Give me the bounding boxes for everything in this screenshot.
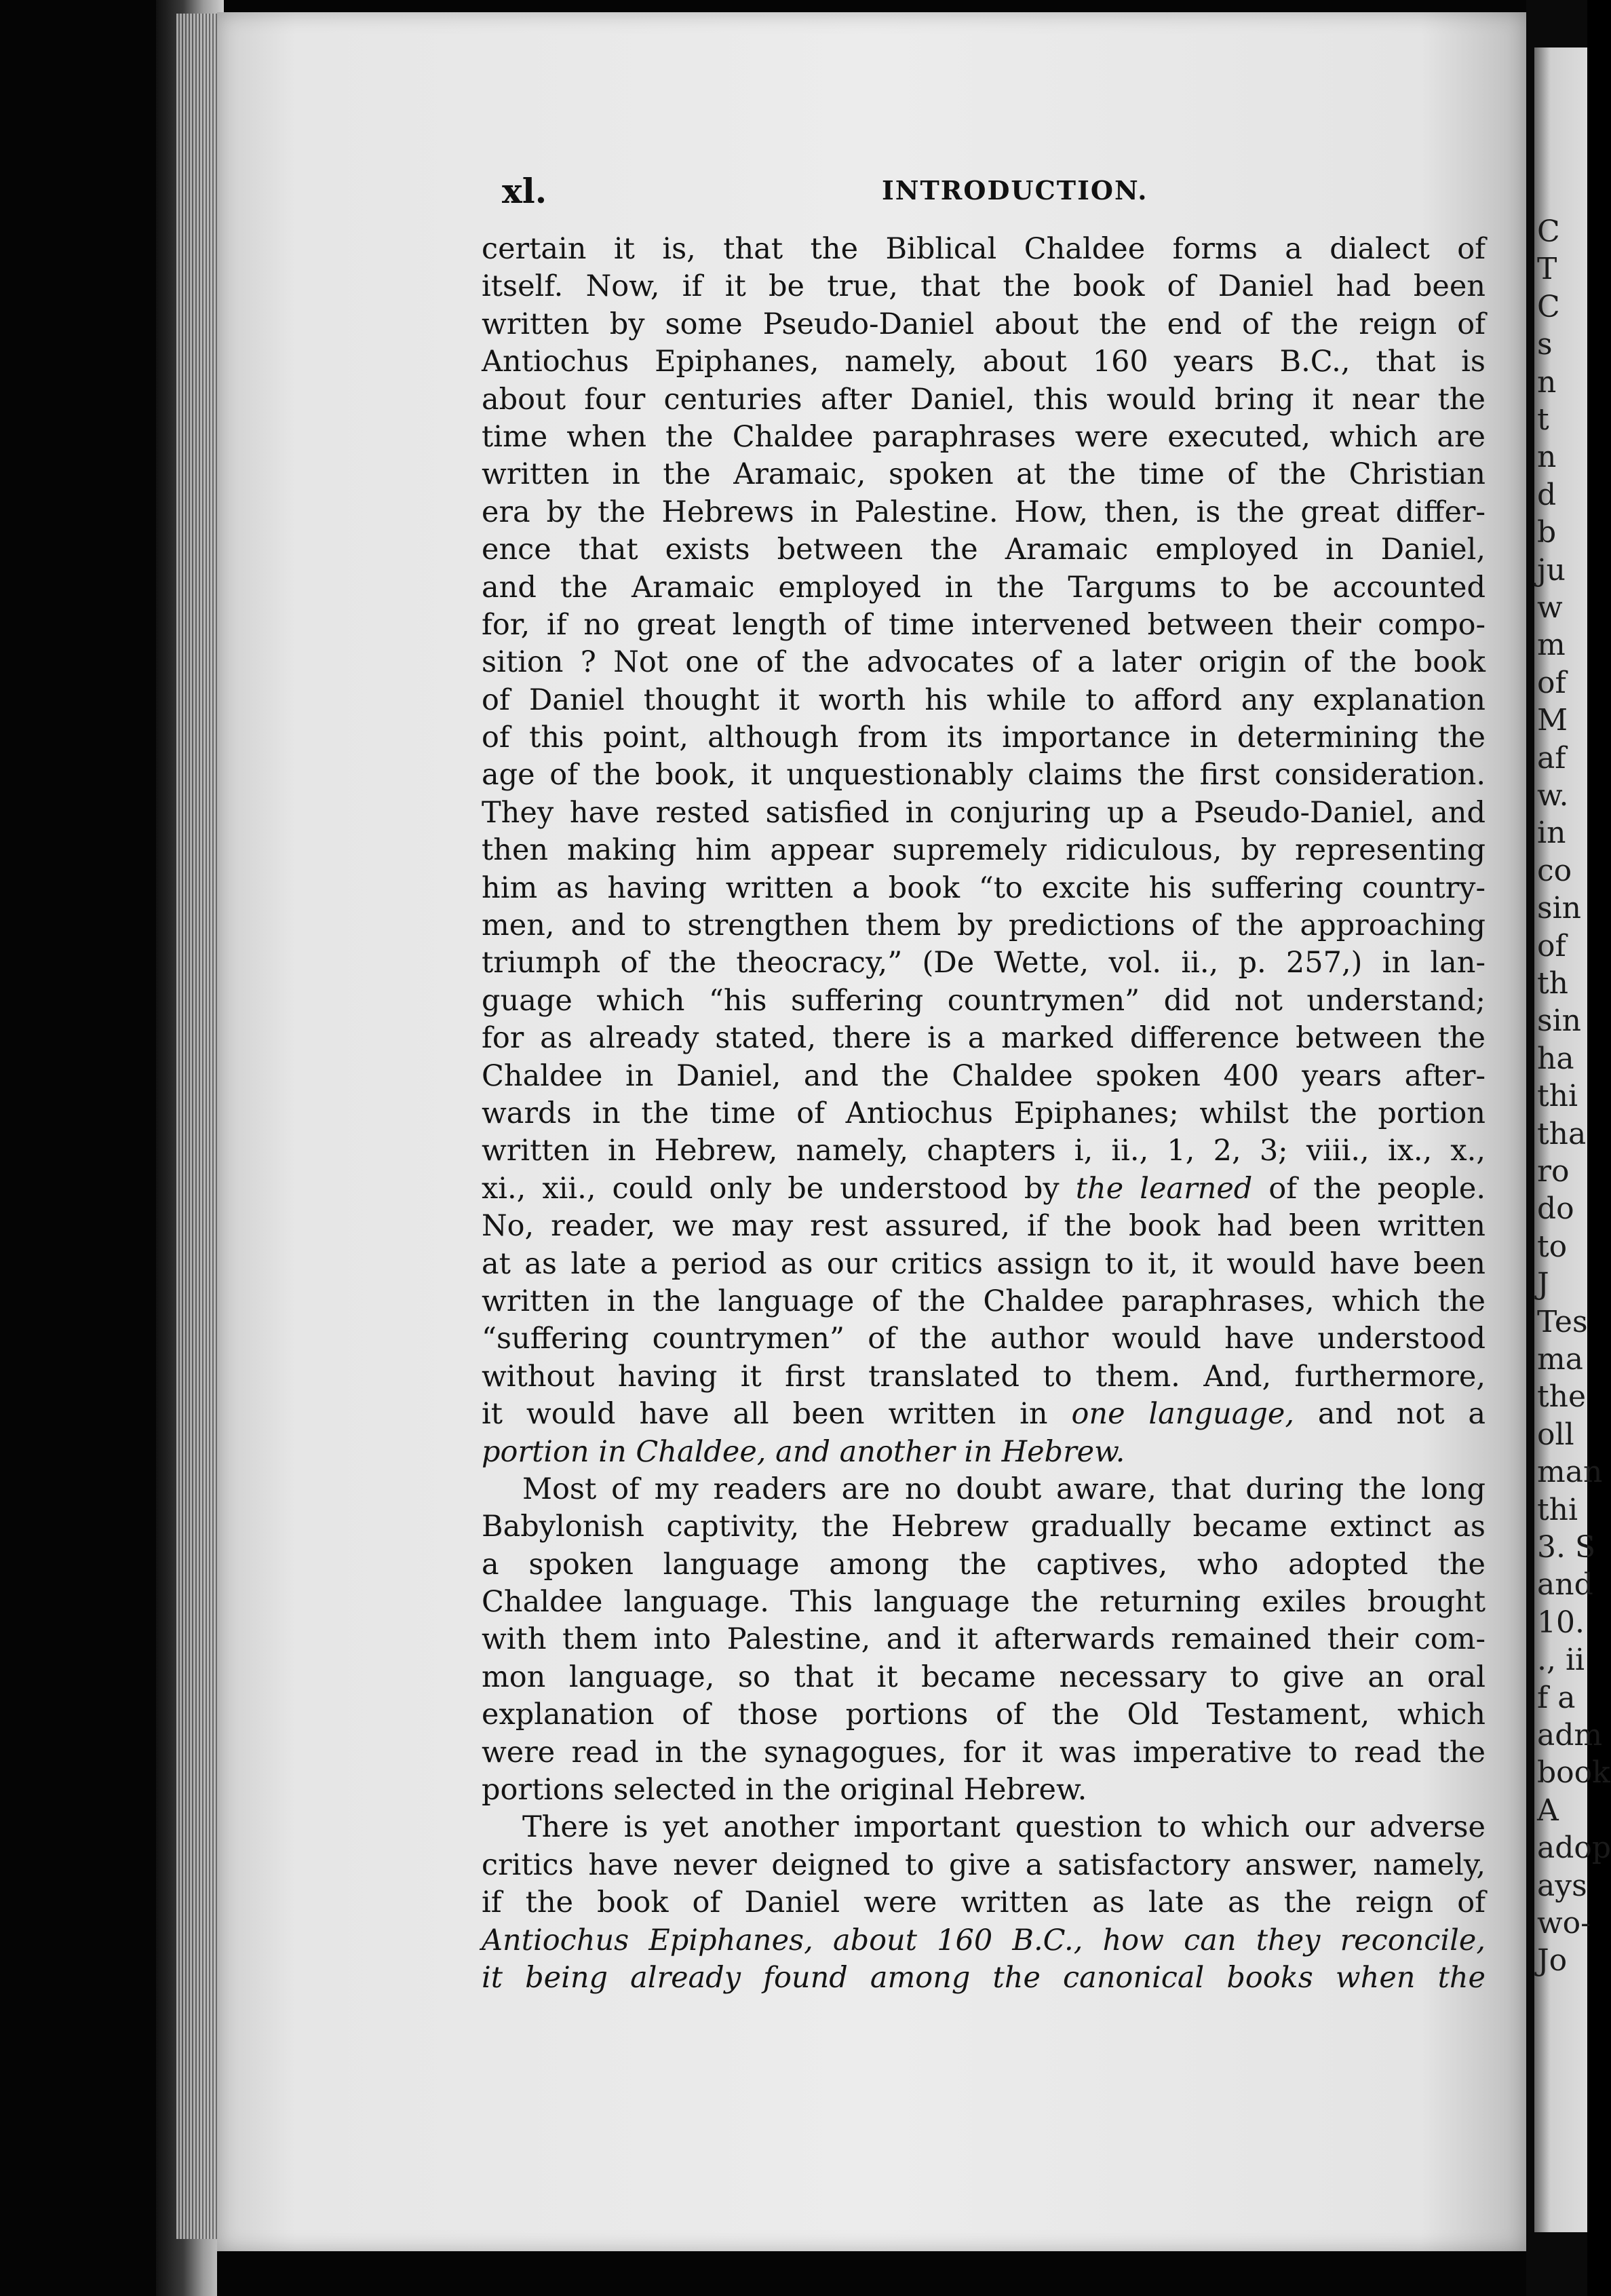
text-run: triumph of the theocracy,” (De Wette, vol. ii., p. 257,) in lan- [482,946,1486,980]
bottom-shadow [217,2251,1526,2296]
text-run: men, and to strengthen them by predictions of the approaching [482,908,1486,943]
text-line [482,982,1486,1020]
text-line [482,1734,1486,1772]
text-run: They have rested satisfied in conjuring up a Pseudo-Daniel, and [482,795,1486,830]
adjacent-page-letter: af [1537,740,1566,776]
adjacent-page-letter: 10. [1537,1605,1585,1640]
text-line [482,381,1486,419]
text-run: at as late a period as our critics assign to it, it would have been [482,1246,1486,1281]
text-line [482,870,1486,907]
text-line [482,682,1486,719]
adjacent-page-letter: t [1537,402,1549,437]
text-line [482,607,1486,644]
text-line [482,1358,1486,1396]
adjacent-page-letter: to [1537,1229,1568,1264]
text-line [482,306,1486,343]
adjacent-page-letter: man [1537,1455,1603,1490]
text-line [482,1884,1486,1921]
text-run: of the people. [1252,1171,1486,1206]
text-run: guage which “his suffering countrymen” did not understand; [482,983,1486,1018]
text-line [482,494,1486,531]
text-line [482,1508,1486,1546]
text-line [482,1095,1486,1132]
adjacent-page-letter: tha [1537,1116,1587,1151]
text-run: Chaldee language. This language the returning exiles brought [482,1585,1486,1620]
adjacent-page-letter: Jo [1537,1943,1568,1978]
text-line [482,531,1486,569]
body-text [482,231,1486,1997]
text-line [482,419,1486,456]
adjacent-page-letter: ., ii [1537,1643,1585,1678]
text-run: certain it is, that the Biblical Chaldee forms a dialect of [482,232,1486,266]
text-run: “suffering countrymen” of the author would have understood [482,1322,1486,1356]
italic-text-run: one language, [1071,1397,1294,1432]
text-run: written by some Pseudo-Daniel about the end of the reign of [482,307,1486,341]
text-run: of this point, although from its importance in determining the [482,721,1486,755]
adjacent-page-letter: C [1537,289,1560,324]
adjacent-page-letter: of [1537,665,1566,700]
text-line [482,268,1486,305]
adjacent-page-letter: f a [1537,1680,1576,1715]
adjacent-page-letter: m [1537,628,1566,663]
adjacent-page-fragment [1534,47,1611,2232]
page-number: xl. [502,171,547,211]
text-run: him as having written a book “to excite his suffering country- [482,870,1486,905]
text-line [482,1959,1486,1997]
adjacent-page-letter: J [1537,1267,1549,1302]
adjacent-page-letter: 3. S [1537,1530,1596,1565]
adjacent-page-letter: and [1537,1567,1593,1603]
text-run: without having it first translated to them. And, furthermore, [482,1359,1486,1394]
italic-text-run: portion in Chaldee, and another in Hebrew. [482,1434,1125,1469]
adjacent-page-letter: thi [1537,1079,1578,1114]
text-line [482,231,1486,268]
text-run: written in Hebrew, namely, chapters i, ii., 1, 2, 3; viii., ix., x., [482,1134,1486,1168]
text-run: with them into Palestine, and it afterwards remained their com- [482,1622,1486,1657]
text-run: xi., xii., could only be understood by [482,1171,1076,1206]
text-run: ence that exists between the Aramaic employed in Daniel, [482,533,1486,567]
text-run: and the Aramaic employed in the Targums to be accounted [482,570,1486,605]
text-line [482,1696,1486,1734]
text-run: for as already stated, there is a marked difference between the [482,1021,1486,1056]
adjacent-page-letter: ha [1537,1041,1574,1076]
adjacent-page-letter: ays [1537,1868,1587,1903]
text-run: about four centuries after Daniel, this would bring it near the [482,382,1486,417]
text-line [482,569,1486,607]
text-line [482,1170,1486,1208]
text-run: Antiochus Epiphanes, namely, about 160 years B.C., that is [482,345,1486,379]
adjacent-page-letter: b [1537,515,1557,550]
text-line [482,757,1486,794]
text-run: explanation of those portions of the Old Testament, which [482,1698,1486,1732]
text-run: were read in the synagogues, for it was imperative to read the [482,1735,1486,1769]
text-line [482,907,1486,944]
adjacent-page-letter: th [1537,966,1569,1001]
adjacent-page-letter: adop [1537,1831,1611,1866]
text-run: it would have all been written in [482,1397,1072,1432]
adjacent-page-letter: in [1537,816,1566,851]
adjacent-page-letter: adm [1537,1718,1603,1753]
text-line [482,1922,1486,1959]
text-line [482,1283,1486,1320]
text-run: wards in the time of Antiochus Epiphanes; whilst the portion [482,1096,1486,1130]
adjacent-page-letter: ju [1537,552,1566,588]
adjacent-page-letter: ma [1537,1342,1583,1377]
adjacent-page-letter: d [1537,477,1557,512]
text-line [482,1058,1486,1095]
text-run: for, if no great length of time intervened between their compo- [482,607,1486,642]
text-run: written in the Aramaic, spoken at the time of the Christian [482,457,1486,492]
text-run: mon language, so that it became necessary to give an oral [482,1660,1486,1694]
adjacent-page-letter: n [1537,440,1557,475]
text-line [482,1809,1486,1846]
text-line [482,1621,1486,1658]
adjacent-page-letter: of [1537,928,1566,963]
adjacent-page-letter: thi [1537,1492,1578,1527]
adjacent-page-letter: sin [1537,1003,1581,1039]
text-run: era by the Hebrews in Palestine. How, then, is the great differ- [482,495,1486,529]
text-run: then making him appear supremely ridiculous, by representing [482,833,1486,868]
text-line [482,1546,1486,1584]
text-line [482,1584,1486,1621]
text-line [482,644,1486,681]
adjacent-page-letter: sin [1537,891,1581,926]
text-run: written in the language of the Chaldee paraphrases, which the [482,1284,1486,1318]
text-line [482,944,1486,982]
text-run: of Daniel thought it worth his while to afford any explanation [482,683,1486,717]
adjacent-page-letter: do [1537,1191,1574,1227]
adjacent-page-letter: book [1537,1755,1610,1791]
text-line [482,795,1486,832]
adjacent-page-letter: the [1537,1379,1587,1415]
adjacent-page-letter: co [1537,853,1572,888]
text-run: if the book of Daniel were written as late as the reign of [482,1886,1486,1920]
adjacent-page-letter: M [1537,703,1568,738]
text-line [482,1434,1486,1471]
adjacent-page-letter: w. [1537,778,1569,813]
italic-text-run: the learned [1075,1171,1253,1206]
text-line [482,456,1486,493]
adjacent-page-letter: ro [1537,1154,1570,1189]
text-run: time when the Chaldee paraphrases were executed, which are [482,419,1486,454]
adjacent-page-letter: n [1537,364,1557,400]
text-run: itself. Now, if it be true, that the book of Daniel had been [482,269,1486,304]
adjacent-page-letter: oll [1537,1417,1574,1452]
italic-text-run: Antiochus Epiphanes, about 160 B.C., how can they reconcile, [482,1923,1486,1957]
adjacent-page-letter: w [1537,590,1563,625]
adjacent-page-letter: T [1537,252,1557,287]
page-header [502,171,1499,212]
text-line [482,1132,1486,1170]
text-run: Babylonish captivity, the Hebrew gradually became extinct as [482,1510,1486,1544]
running-head: INTRODUCTION. [882,175,1148,206]
text-run: critics have never deigned to give a satisfactory answer, namely, [482,1848,1486,1882]
text-run: Chaldee in Daniel, and the Chaldee spoken 400 years after- [482,1058,1486,1093]
text-line [482,1020,1486,1057]
text-run: a spoken language among the captives, who adopted the [482,1547,1486,1582]
adjacent-page-letter: Tes [1537,1304,1588,1339]
text-line [482,1246,1486,1283]
text-run: No, reader, we may rest assured, if the book had been written [482,1209,1486,1244]
adjacent-page-letter: s [1537,327,1553,362]
text-line [482,1320,1486,1358]
adjacent-page-letter: C [1537,214,1560,249]
text-line [482,1208,1486,1245]
text-run: age of the book, it unquestionably claims the first consideration. [482,758,1486,792]
text-run: Most of my readers are no doubt aware, that during the long [522,1472,1486,1506]
text-line [482,1396,1486,1433]
text-line [482,1772,1486,1809]
text-line [482,343,1486,381]
text-run: There is yet another important question to which our adverse [522,1810,1486,1845]
adjacent-page-letter: wo- [1537,1906,1591,1940]
text-line [482,1847,1486,1884]
text-run: sition ? Not one of the advocates of a later origin of the book [482,645,1486,680]
text-line [482,1471,1486,1508]
text-run: portions selected in the original Hebrew. [482,1773,1087,1807]
text-line [482,1659,1486,1696]
adjacent-page-letter: A [1537,1793,1559,1828]
text-line [482,719,1486,757]
text-run: and not a [1294,1397,1486,1432]
italic-text-run: it being already found among the canonical books when the [482,1960,1486,1995]
text-line [482,832,1486,869]
